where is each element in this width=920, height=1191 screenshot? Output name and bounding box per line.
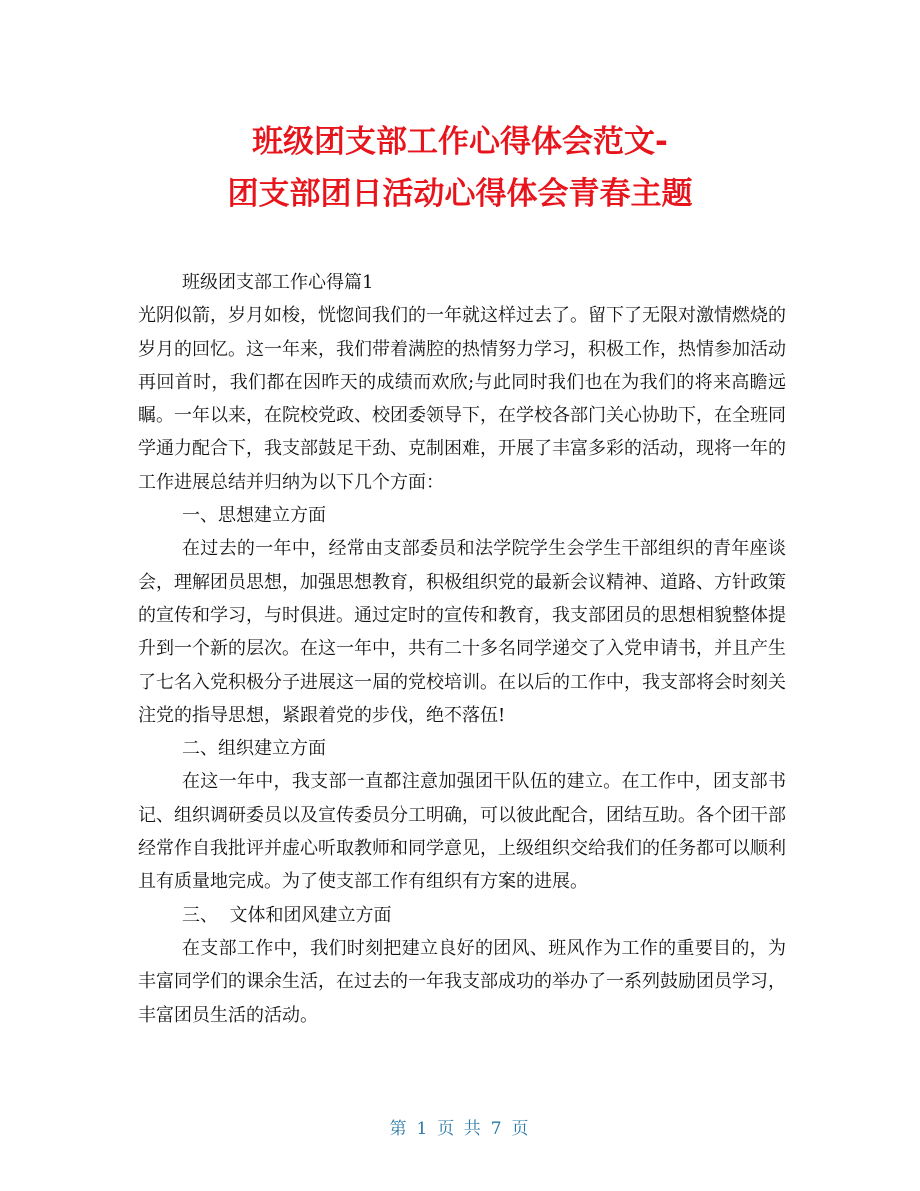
footer-current-page: 1 <box>416 1119 430 1139</box>
paragraph: 在支部工作中，我们时刻把建立良好的团风、班风作为工作的重要目的，为丰富同学们的课余生活，在过去的一年我支部成功的举办了一系列鼓励团员学习，丰富团员生活的活动。 <box>138 937 786 1026</box>
document-title-line-1: 班级团支部工作心得体会范文- <box>252 124 668 160</box>
paragraph: 光阴似箭，岁月如梭，恍惚间我们的一年就这样过去了。留下了无限对激情燃烧的岁月的回忆。这一年来，我们带着满腔的热情努力学习，积极工作，热情参加活动再回首时，我们都在因昨天的成绩而欢欣;与此同时我们也在为我们的将来高瞻远瞩。一年以来，在院校党政、校团委领导下，在学校各部门关心协助下，在全班同学通力配合下，我支部鼓足干劲、克制困难，开展了丰富多彩的活动，现将一年的工作进展总结并归纳为以下几个方面： <box>138 305 786 493</box>
paragraph: 在过去的一年中，经常由支部委员和法学院学生会学生干部组织的青年座谈会，理解团员思想，加强思想教育，积极组织党的最新会议精神、道路、方针政策的宣传和学习，与时俱进。通过定时的宣传和教育，我支部团员的思想相貌整体提升到一个新的层次。在这一年中，共有二十多名同学递交了入党申请书，并且产生了七名入党积极分子进展这一届的党校培训。在以后的工作中，我支部将会时刻关注党的指导思想，紧跟着党的步伐，绝不落伍! <box>138 538 786 726</box>
footer-suffix: 页 <box>511 1119 531 1139</box>
document-title-line-2: 团支部团日活动心得体会青春主题 <box>227 176 693 212</box>
footer-mid: 页 共 <box>437 1119 483 1139</box>
footer-total-pages: 7 <box>490 1119 504 1139</box>
section-heading: 三、 文体和团风建立方面 <box>182 904 392 926</box>
footer-prefix: 第 <box>389 1119 409 1139</box>
page-footer <box>0 1114 920 1139</box>
paragraph: 班级团支部工作心得篇1 <box>182 272 374 293</box>
section-heading: 二、组织建立方面 <box>182 738 326 760</box>
section-heading: 一、思想建立方面 <box>182 505 326 527</box>
document-body <box>138 266 786 1032</box>
paragraph: 在这一年中，我支部一直都注意加强团干队伍的建立。在工作中，团支部书记、组织调研委员以及宣传委员分工明确，可以彼此配合，团结互助。各个团干部经常作自我批评并虚心听取教师和同学意见，上级组织交给我们的任务都可以顺利且有质量地完成。为了使支部工作有组织有方案的进展。 <box>138 771 786 893</box>
